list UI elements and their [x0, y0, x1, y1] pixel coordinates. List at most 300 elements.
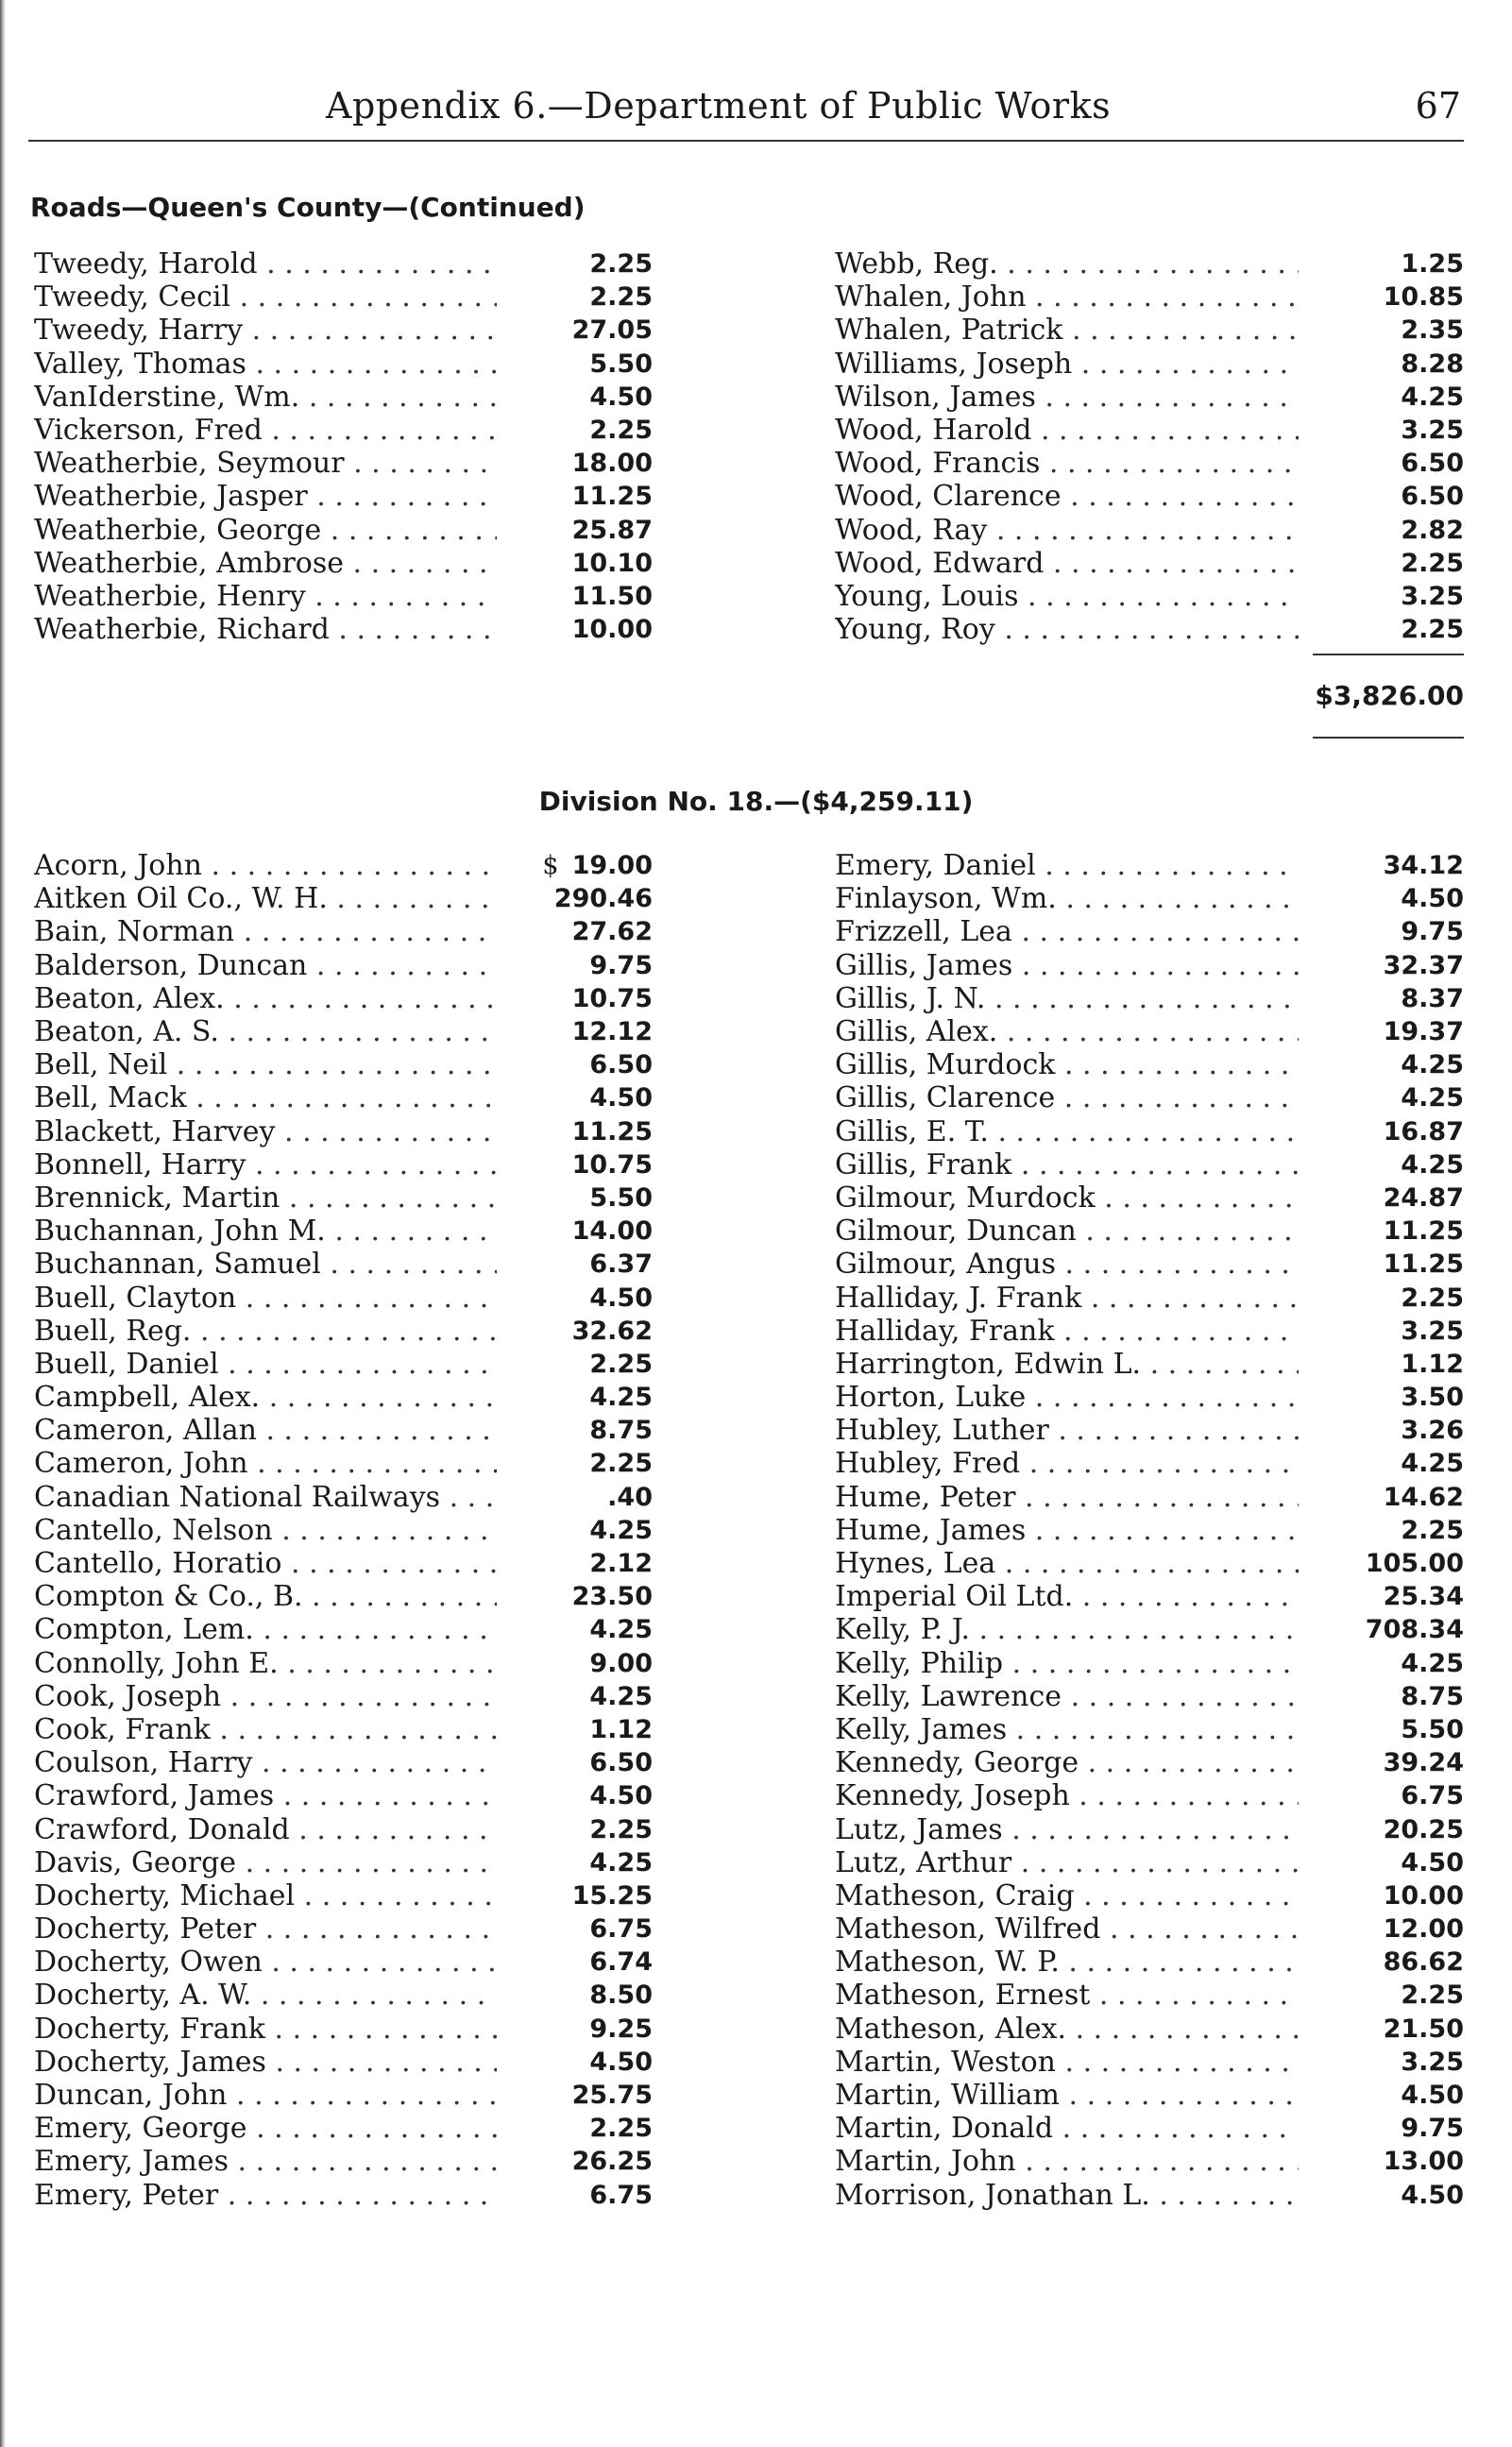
entry-name: Tweedy, Cecil . . . — [34, 280, 497, 314]
entry-amount-value: 26.25 — [571, 2147, 653, 2177]
entry-name: Halliday, J. Frank . . . — [835, 1282, 1299, 1315]
entry-amount — [497, 1914, 653, 1944]
entry-amount — [1299, 851, 1464, 880]
entry-amount — [497, 1216, 653, 1246]
entry-amount — [497, 2014, 653, 2044]
entry-amount — [1299, 449, 1464, 478]
page-header-title: Appendix 6.—Department of Public Works — [326, 85, 1112, 127]
list-item — [835, 381, 1464, 414]
list-item — [34, 1680, 653, 1713]
entry-name: Beaton, Alex. . . . — [34, 982, 497, 1015]
entry-amount-value: 5.50 — [589, 1182, 653, 1213]
entry-name: Bain, Norman . . . — [34, 915, 497, 948]
entry-amount-value: 4.25 — [589, 1615, 653, 1645]
list-item — [34, 1048, 653, 1081]
entry-amount-value: 2.25 — [1401, 1283, 1464, 1313]
entry-name: Lutz, Arthur . . . — [835, 1846, 1299, 1879]
entry-amount-value: 3.25 — [1401, 416, 1464, 446]
entry-amount-value: 8.50 — [589, 1980, 653, 2011]
entry-name: Connolly, John E. . . . — [34, 1647, 497, 1680]
list-item — [835, 1414, 1464, 1447]
entry-amount-value: 4.50 — [589, 1781, 653, 1811]
entry-name: Whalen, Patrick . . . — [835, 314, 1299, 347]
entry-amount — [1299, 1781, 1464, 1810]
entry-amount — [497, 951, 653, 980]
entry-name: Davis, George . . . — [34, 1846, 497, 1879]
list-item — [34, 1580, 653, 1613]
entry-name: Young, Roy . . . — [835, 613, 1299, 646]
entry-name: Gilmour, Duncan . . . — [835, 1215, 1299, 1248]
list-item — [34, 2013, 653, 2046]
list-item — [34, 1115, 653, 1148]
entry-name: Kelly, P. J. . . . — [835, 1613, 1299, 1646]
list-item — [835, 1879, 1464, 1912]
list-item — [34, 1647, 653, 1680]
entry-amount-value: 9.75 — [1401, 917, 1464, 947]
list-item — [34, 247, 653, 280]
list-item — [835, 1746, 1464, 1779]
entry-amount — [1299, 1449, 1464, 1478]
entry-amount — [1299, 1947, 1464, 1977]
entry-name: Weatherbie, George . . . — [34, 514, 497, 547]
entry-amount — [1299, 516, 1464, 545]
entry-name: Docherty, James . . . — [34, 2046, 497, 2079]
entry-amount — [1299, 1615, 1464, 1644]
entry-name: Buell, Daniel . . . — [34, 1348, 497, 1381]
entry-amount — [497, 482, 653, 511]
entry-name: Cameron, Allan . . . — [34, 1414, 497, 1447]
entry-amount — [1299, 984, 1464, 1013]
entry-name: Weatherbie, Richard . . . — [34, 613, 497, 646]
entry-amount — [497, 917, 653, 946]
entry-name: Canadian National Railways . . . — [34, 1481, 497, 1514]
entry-amount-value: .40 — [607, 1482, 653, 1512]
entry-name: Docherty, Frank . . . — [34, 2013, 497, 2046]
entry-amount — [497, 1350, 653, 1379]
entry-name: Docherty, Michael . . . — [34, 1879, 497, 1912]
list-item — [34, 849, 653, 882]
entry-amount — [497, 2048, 653, 2077]
entry-amount — [497, 1980, 653, 2010]
entry-amount — [1299, 1516, 1464, 1545]
page-number: 67 — [1415, 85, 1461, 127]
entry-amount-value: 6.50 — [589, 1748, 653, 1778]
entry-amount-value: 9.00 — [589, 1648, 653, 1678]
entry-name: Matheson, W. P. . . . — [835, 1946, 1299, 1979]
entry-name: Crawford, Donald . . . — [34, 1813, 497, 1846]
entry-amount-value: 10.75 — [571, 983, 653, 1013]
entry-name: Bonnell, Harry . . . — [34, 1148, 497, 1181]
entry-name: Kelly, Philip . . . — [835, 1647, 1299, 1680]
entry-amount-value: 4.25 — [1401, 1050, 1464, 1080]
list-item — [34, 447, 653, 480]
entry-amount — [497, 1383, 653, 1412]
entry-name: Wood, Francis . . . — [835, 447, 1299, 480]
entry-name: Emery, Daniel . . . — [835, 849, 1299, 882]
entry-amount-value: 4.50 — [1401, 1847, 1464, 1878]
entry-amount-value: 105.00 — [1365, 1549, 1464, 1579]
list-item — [835, 1315, 1464, 1348]
entry-amount — [1299, 615, 1464, 644]
entry-amount — [497, 1150, 653, 1180]
entry-amount-value: 24.87 — [1383, 1182, 1464, 1213]
entry-name: Gillis, Alex. . . . — [835, 1015, 1299, 1048]
list-item — [835, 314, 1464, 347]
list-item — [34, 1746, 653, 1779]
entry-amount-value: 27.62 — [571, 917, 653, 947]
entry-amount — [1299, 1117, 1464, 1147]
entry-amount-value: 10.75 — [571, 1149, 653, 1180]
list-item — [34, 1979, 653, 2012]
entry-name: Buell, Clayton . . . — [34, 1282, 497, 1315]
list-item — [34, 381, 653, 414]
entry-amount — [497, 449, 653, 478]
entry-amount-value: 3.25 — [1401, 581, 1464, 611]
entry-name: Wood, Ray . . . — [835, 514, 1299, 547]
section2-right-column — [835, 849, 1464, 2212]
entry-name: Gillis, James . . . — [835, 949, 1299, 982]
list-item — [34, 1015, 653, 1048]
entry-amount — [497, 1748, 653, 1777]
list-item — [34, 1081, 653, 1114]
entry-amount — [497, 1815, 653, 1844]
entry-amount-value: 9.75 — [589, 950, 653, 980]
list-item — [835, 1547, 1464, 1580]
entry-name: Hume, James . . . — [835, 1514, 1299, 1547]
entry-amount — [497, 1582, 653, 1611]
entry-amount — [497, 2114, 653, 2143]
entry-amount-value: 4.25 — [1401, 1083, 1464, 1113]
entry-amount-value: 2.25 — [589, 249, 653, 280]
entry-amount — [497, 2147, 653, 2176]
entry-name: Young, Louis . . . — [835, 580, 1299, 613]
entry-name: Tweedy, Harry . . . — [34, 314, 497, 347]
list-item — [835, 1979, 1464, 2012]
entry-amount — [497, 416, 653, 445]
division-title: Division No. 18.—($4,259.11) — [538, 786, 974, 817]
entry-amount — [1299, 951, 1464, 980]
entry-name: Gillis, Murdock . . . — [835, 1048, 1299, 1081]
entry-amount-value: 3.50 — [1401, 1383, 1464, 1413]
entry-amount — [1299, 582, 1464, 611]
entry-amount-value: 4.25 — [1401, 1149, 1464, 1180]
entry-amount-value: 1.12 — [589, 1714, 653, 1744]
section2-left-column — [34, 849, 653, 2212]
section-title: Roads—Queen's County—(Continued) — [30, 192, 586, 223]
entry-amount-value: 6.50 — [1401, 449, 1464, 479]
entry-amount — [497, 1615, 653, 1644]
entry-name: Weatherbie, Jasper . . . — [34, 480, 497, 513]
entry-amount-value: 1.12 — [1401, 1349, 1464, 1379]
entry-name: Vickerson, Fred . . . — [34, 414, 497, 447]
entry-amount-value: 25.34 — [1383, 1582, 1464, 1612]
entry-amount — [1299, 482, 1464, 511]
list-item — [835, 1812, 1464, 1845]
list-item — [835, 1713, 1464, 1746]
entry-amount-value: 2.25 — [589, 1814, 653, 1844]
entry-amount-value: 3.26 — [1401, 1416, 1464, 1446]
list-item — [835, 1381, 1464, 1414]
entry-name: Halliday, Frank . . . — [835, 1315, 1299, 1348]
entry-amount — [497, 349, 653, 379]
list-item — [835, 1481, 1464, 1514]
entry-amount — [1299, 1350, 1464, 1379]
entry-amount — [497, 1881, 653, 1911]
section1-right-column — [835, 247, 1464, 646]
entry-amount — [1299, 1682, 1464, 1711]
entry-amount — [497, 1083, 653, 1113]
entry-amount-value: 12.00 — [1383, 1914, 1464, 1945]
entry-amount-value: 9.75 — [1401, 2114, 1464, 2144]
entry-amount-value: 23.50 — [571, 1582, 653, 1612]
entry-name: Wilson, James . . . — [835, 381, 1299, 414]
entry-amount — [1299, 1283, 1464, 1313]
entry-name: Matheson, Ernest . . . — [835, 1979, 1299, 2012]
entry-amount — [497, 282, 653, 312]
entry-amount — [1299, 1249, 1464, 1279]
entry-amount-value: 15.25 — [571, 1880, 653, 1911]
list-item — [34, 882, 653, 915]
entry-name: Brennick, Martin . . . — [34, 1181, 497, 1215]
entry-name: Martin, Weston . . . — [835, 2046, 1299, 2079]
entry-amount — [1299, 1748, 1464, 1777]
total-rule-top — [1313, 654, 1464, 655]
entry-name: Harrington, Edwin L. . . . — [835, 1348, 1299, 1381]
entry-amount — [1299, 1216, 1464, 1246]
entry-amount — [1299, 1416, 1464, 1445]
entry-amount-value: 86.62 — [1383, 1947, 1464, 1978]
entry-amount — [1299, 382, 1464, 412]
entry-amount-value: 25.75 — [571, 2081, 653, 2111]
entry-name: Tweedy, Harold . . . — [34, 247, 497, 280]
entry-name: Kelly, James . . . — [835, 1713, 1299, 1746]
entry-amount-value: 10.00 — [1383, 1880, 1464, 1911]
entry-amount-value: 2.35 — [1401, 315, 1464, 346]
entry-amount — [1299, 1848, 1464, 1878]
entry-amount — [497, 1848, 653, 1878]
entry-name: Morrison, Jonathan L. . . . — [835, 2179, 1299, 2212]
entry-amount — [1299, 884, 1464, 913]
list-item — [34, 1613, 653, 1646]
entry-name: Emery, Peter . . . — [34, 2179, 497, 2212]
entry-name: Buell, Reg. . . . — [34, 1315, 497, 1348]
entry-amount — [497, 1649, 653, 1678]
entry-amount-value: 1.25 — [1401, 249, 1464, 280]
entry-amount-value: 3.25 — [1401, 2047, 1464, 2077]
entry-amount — [1299, 2081, 1464, 2110]
list-item — [835, 547, 1464, 580]
entry-name: Duncan, John . . . — [34, 2079, 497, 2112]
entry-amount — [497, 1549, 653, 1578]
list-item — [34, 1248, 653, 1281]
list-item — [34, 915, 653, 948]
list-item — [34, 613, 653, 646]
entry-name: Frizzell, Lea . . . — [835, 915, 1299, 948]
entry-amount — [497, 1117, 653, 1147]
entry-name: Gillis, J. N. . . . — [835, 982, 1299, 1015]
entry-name: Buchannan, John M. . . . — [34, 1215, 497, 1248]
entry-amount — [497, 249, 653, 279]
entry-name: Hume, Peter . . . — [835, 1481, 1299, 1514]
list-item — [34, 949, 653, 982]
list-item — [835, 1081, 1464, 1114]
entry-amount — [1299, 917, 1464, 946]
entry-amount — [1299, 416, 1464, 445]
dollar-sign: $ — [542, 851, 559, 881]
entry-amount-value: 2.25 — [589, 282, 653, 313]
page-binding-edge — [0, 0, 6, 2447]
entry-amount-value: 8.75 — [589, 1416, 653, 1446]
entry-name: Aitken Oil Co., W. H. . . . — [34, 882, 497, 915]
list-item — [835, 1514, 1464, 1547]
entry-amount-value: 5.50 — [1401, 1714, 1464, 1744]
entry-amount — [497, 315, 653, 345]
entry-amount — [497, 516, 653, 545]
entry-name: Weatherbie, Seymour . . . — [34, 447, 497, 480]
entry-name: Compton, Lem. . . . — [34, 1613, 497, 1646]
entry-amount-value: 4.25 — [589, 1515, 653, 1545]
entry-name: Gilmour, Angus . . . — [835, 1248, 1299, 1281]
list-item — [835, 1447, 1464, 1480]
page-header — [28, 83, 1464, 142]
entry-amount-value: 6.75 — [589, 1914, 653, 1945]
entry-name: Hynes, Lea . . . — [835, 1547, 1299, 1580]
entry-amount-value: 4.50 — [1401, 2081, 1464, 2111]
entry-name: Docherty, Owen . . . — [34, 1946, 497, 1979]
entry-amount-value: 2.25 — [589, 1349, 653, 1379]
list-item — [835, 1015, 1464, 1048]
list-item — [835, 613, 1464, 646]
entry-amount — [1299, 1715, 1464, 1744]
entry-amount-value: 6.74 — [589, 1947, 653, 1978]
entry-name: Buchannan, Samuel . . . — [34, 1248, 497, 1281]
entry-amount — [497, 2081, 653, 2110]
list-item — [835, 1281, 1464, 1314]
entry-amount-value: 4.25 — [1401, 1449, 1464, 1479]
entry-amount — [497, 1017, 653, 1046]
list-item — [835, 1846, 1464, 1879]
entry-name: Docherty, Peter . . . — [34, 1912, 497, 1946]
list-item — [835, 849, 1464, 882]
entry-amount-value: 12.12 — [571, 1017, 653, 1047]
entry-name: Cameron, John . . . — [34, 1447, 497, 1480]
entry-amount — [497, 1715, 653, 1744]
entry-amount-value: 11.25 — [571, 482, 653, 512]
entry-amount — [1299, 549, 1464, 578]
entry-name: Wood, Clarence . . . — [835, 480, 1299, 513]
entry-amount — [497, 1781, 653, 1810]
entry-amount — [497, 1483, 653, 1512]
entry-amount-value: 32.62 — [571, 1316, 653, 1346]
entry-amount — [497, 1317, 653, 1346]
list-item — [34, 580, 653, 613]
list-item — [835, 949, 1464, 982]
entry-name: Hubley, Luther . . . — [835, 1414, 1299, 1447]
entry-amount-value: 10.10 — [571, 548, 653, 578]
list-item — [835, 1248, 1464, 1281]
total-rule-bottom — [1313, 737, 1464, 739]
entry-name: Docherty, A. W. . . . — [34, 1979, 497, 2012]
list-item — [34, 1912, 653, 1946]
entry-amount-value: 34.12 — [1383, 851, 1464, 881]
entry-amount-value: 16.87 — [1383, 1116, 1464, 1147]
entry-name: Coulson, Harry . . . — [34, 1746, 497, 1779]
list-item — [835, 1680, 1464, 1713]
entry-amount-value: 5.50 — [589, 348, 653, 379]
list-item — [835, 1946, 1464, 1979]
list-item — [34, 414, 653, 447]
entry-amount — [1299, 1150, 1464, 1180]
entry-name: Matheson, Alex. . . . — [835, 2013, 1299, 2046]
entry-amount — [497, 1249, 653, 1279]
entry-name: VanIderstine, Wm. . . . — [34, 381, 497, 414]
entry-name: Cook, Joseph . . . — [34, 1680, 497, 1713]
entry-amount — [497, 851, 653, 880]
list-item — [835, 514, 1464, 547]
entry-name: Imperial Oil Ltd. . . . — [835, 1580, 1299, 1613]
list-item — [34, 1447, 653, 1480]
entry-amount-value: 20.25 — [1383, 1814, 1464, 1844]
entry-amount — [1299, 1083, 1464, 1113]
entry-amount — [1299, 2147, 1464, 2176]
entry-amount-value: 6.50 — [1401, 482, 1464, 512]
entry-name: Horton, Luke . . . — [835, 1381, 1299, 1414]
entry-amount-value: 2.25 — [1401, 1515, 1464, 1545]
entry-name: Weatherbie, Henry . . . — [34, 580, 497, 613]
list-item — [34, 2145, 653, 2178]
list-item — [835, 1647, 1464, 1680]
list-item — [34, 1281, 653, 1314]
list-item — [835, 247, 1464, 280]
entry-amount — [1299, 1881, 1464, 1911]
entry-amount-value: 4.50 — [1401, 884, 1464, 914]
list-item — [835, 1580, 1464, 1613]
entry-name: Campbell, Alex. . . . — [34, 1381, 497, 1414]
entry-name: Acorn, John . . . — [34, 849, 497, 882]
entry-amount — [1299, 2014, 1464, 2044]
list-item — [34, 1481, 653, 1514]
entry-name: Gillis, Frank . . . — [835, 1148, 1299, 1181]
entry-amount-value: 4.25 — [1401, 1648, 1464, 1678]
entry-amount-value: 4.25 — [1401, 382, 1464, 412]
list-item — [835, 1348, 1464, 1381]
entry-name: Kennedy, Joseph . . . — [835, 1779, 1299, 1812]
entry-amount-value: 6.50 — [589, 1050, 653, 1080]
entry-amount — [1299, 1649, 1464, 1678]
list-item — [34, 547, 653, 580]
list-item — [835, 882, 1464, 915]
list-item — [835, 2079, 1464, 2112]
entry-amount-value: 2.25 — [589, 2114, 653, 2144]
entry-amount-value: 10.85 — [1383, 282, 1464, 313]
entry-amount — [497, 884, 653, 913]
entry-amount-value: 2.25 — [1401, 548, 1464, 578]
entry-amount — [497, 1947, 653, 1977]
entry-name: Gillis, Clarence . . . — [835, 1081, 1299, 1114]
entry-name: Crawford, James . . . — [34, 1779, 497, 1812]
list-item — [34, 1547, 653, 1580]
entry-amount — [497, 1283, 653, 1313]
list-item — [835, 1779, 1464, 1812]
entry-name: Bell, Mack . . . — [34, 1081, 497, 1114]
entry-name: Webb, Reg. . . . — [835, 247, 1299, 280]
list-item — [34, 1381, 653, 1414]
entry-name: Martin, Donald . . . — [835, 2112, 1299, 2145]
entry-amount — [1299, 1582, 1464, 1611]
entry-name: Cantello, Nelson . . . — [34, 1514, 497, 1547]
list-item — [835, 580, 1464, 613]
entry-amount-value: 2.82 — [1401, 515, 1464, 545]
